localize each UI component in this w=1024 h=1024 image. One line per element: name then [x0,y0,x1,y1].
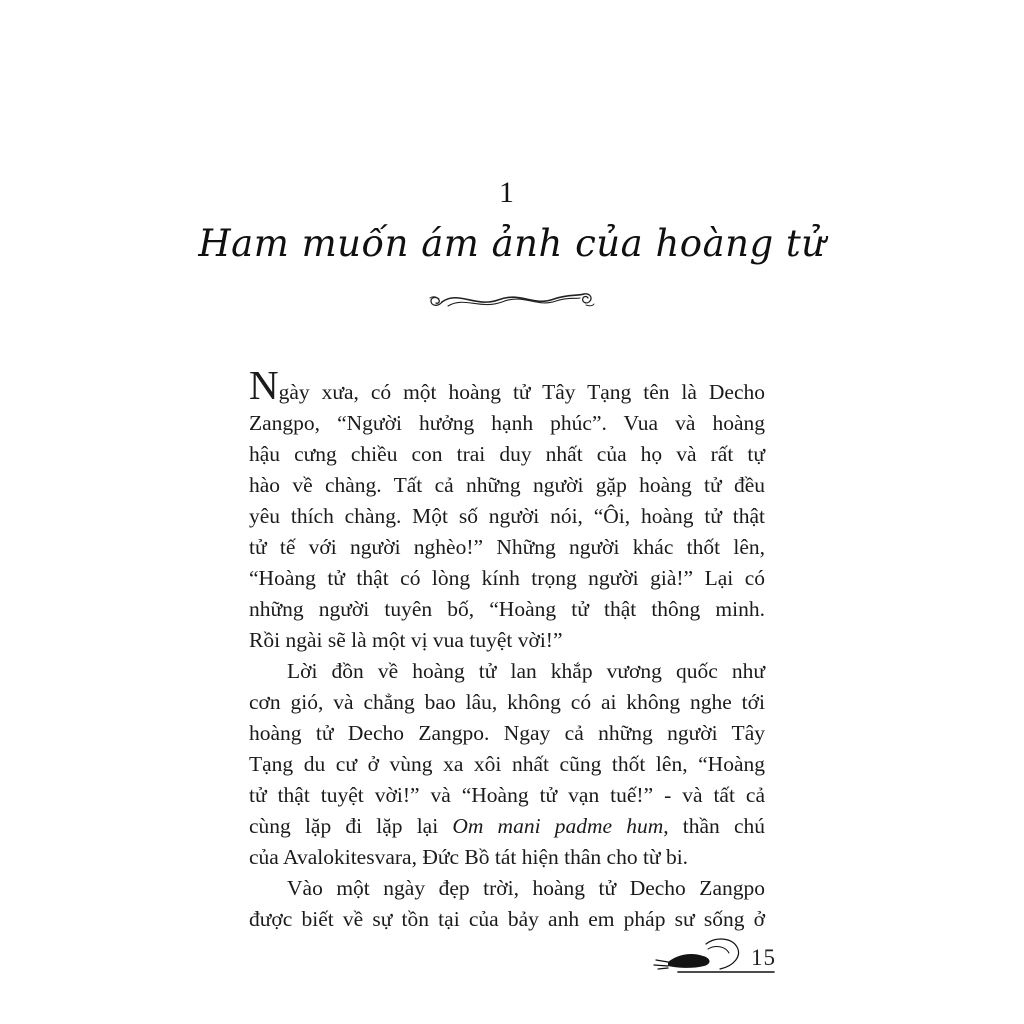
text-segment: Tạng du cư ở vùng xa xôi nhất cũng thốt lên, “Hoàng [249,752,765,776]
text-segment: hào về chàng. Tất cả những người gặp hoàng tử đều [249,473,765,497]
text-segment: Rồi ngài sẽ là một vị vua tuyệt vời!” [249,628,563,652]
text-segment: Lời đồn về hoàng tử lan khắp vương quốc như [287,659,765,683]
text-segment: được biết về sự tồn tại của bảy anh em pháp sư sống ở [249,907,765,931]
text-line [249,532,765,563]
text-line [249,470,765,501]
text-segment: Vào một ngày đẹp trời, hoàng tử Decho Zangpo [287,876,765,900]
page-number: 15 [751,945,776,970]
text-line [249,811,765,842]
text-segment: gày xưa, có một hoàng tử Tây Tạng tên là Decho [278,380,765,404]
text-segment: những người tuyên bố, “Hoàng tử thật thông minh. [249,597,765,621]
text-line [249,687,765,718]
italic-phrase: Om mani padme hum [452,814,664,838]
body-text [249,362,765,935]
text-line [249,873,765,904]
text-line [249,501,765,532]
text-line [249,439,765,470]
text-segment: tử tế với người nghèo!” Những người khác thốt lên, [249,535,765,559]
text-line [249,904,765,935]
text-line [249,594,765,625]
text-line [249,625,765,656]
text-segment: Zangpo, “Người hưởng hạnh phúc”. Vua và hoàng [249,411,765,435]
text-segment: hoàng tử Decho Zangpo. Ngay cả những người Tây [249,721,765,745]
initial-cap: N [249,362,279,408]
text-line [249,718,765,749]
text-segment: cùng lặp đi lặp lại [249,814,453,838]
chapter-title: Ham muốn ám ảnh của hoàng tử [198,222,826,265]
text-line [249,656,765,687]
text-line [249,749,765,780]
text-segment: của Avalokitesvara, Đức Bồ tát hiện thân cho từ bi. [249,845,689,869]
text-line [249,362,765,408]
divider-ornament [0,281,1024,320]
text-segment: hậu cưng chiều con trai duy nhất của họ và rất tự [249,442,765,466]
text-segment: tử thật tuyệt vời!” và “Hoàng tử vạn tuế!” - và tất cả [249,783,765,807]
text-line [249,563,765,594]
text-segment: “Hoàng tử thật có lòng kính trọng người già!” Lại có [249,566,765,590]
text-line [249,408,765,439]
text-segment: cơn gió, và chẳng bao lâu, không có ai không nghe tới [249,690,765,714]
text-segment: , thần chú [663,814,765,838]
chapter-number: 1 [499,176,515,209]
text-line [249,780,765,811]
page-footer [646,934,778,978]
flourish-icon [428,302,596,319]
text-line [249,842,765,873]
text-segment: yêu thích chàng. Một số người nói, “Ôi, hoàng tử thật [249,504,765,528]
